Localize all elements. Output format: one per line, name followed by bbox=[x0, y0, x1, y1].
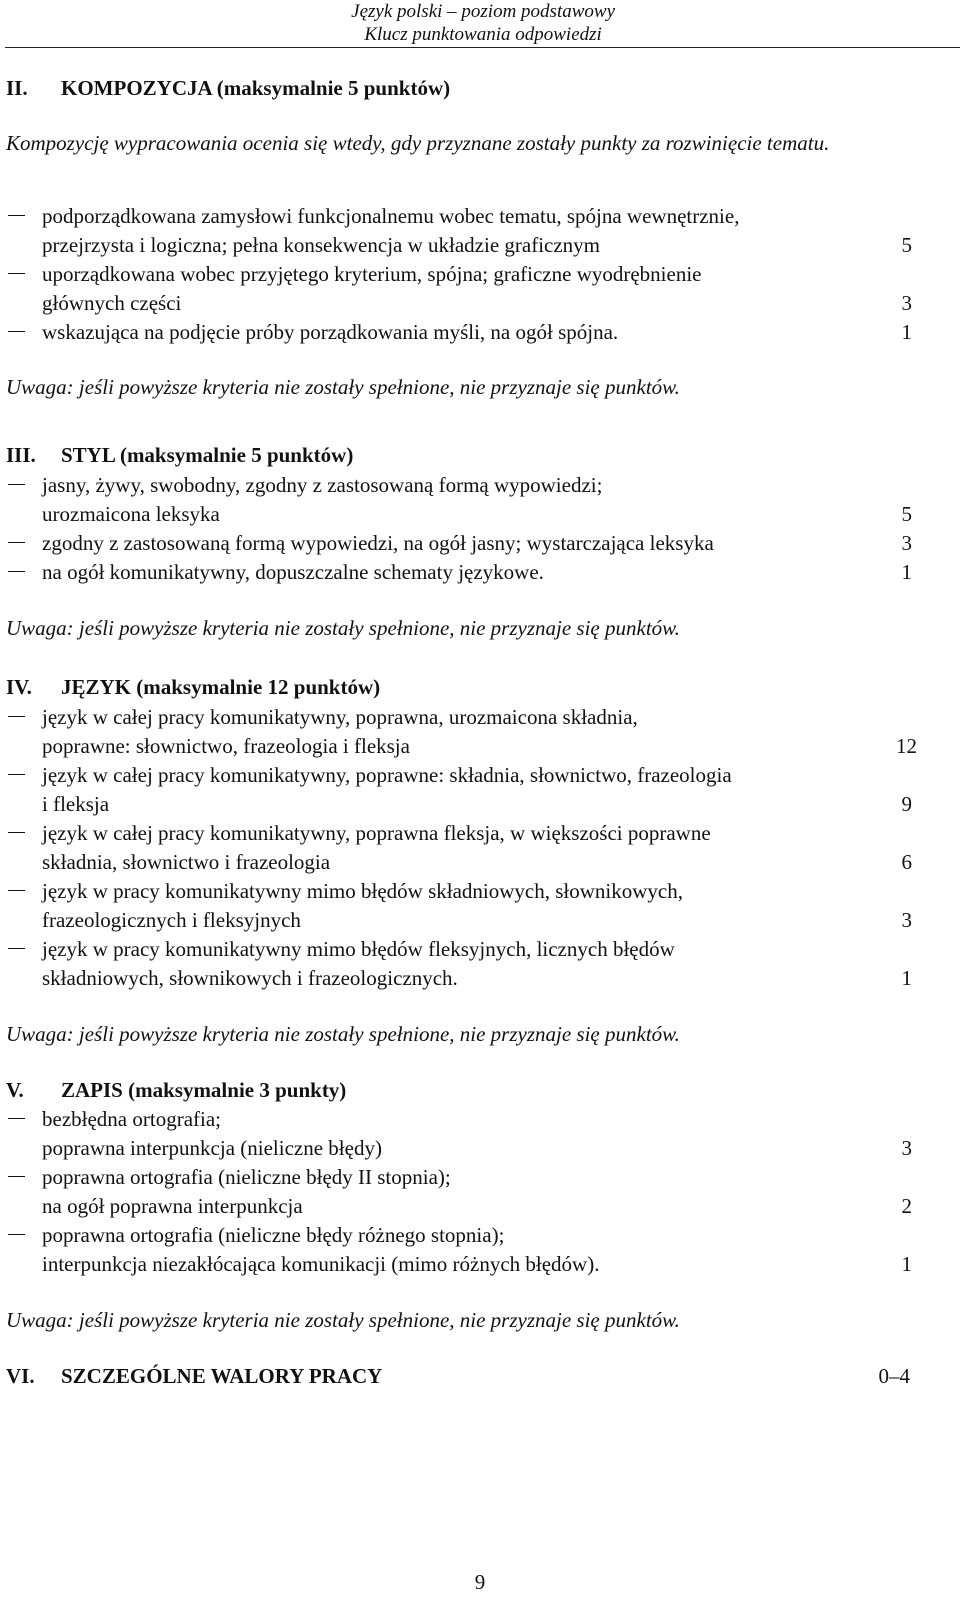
section-title: SZCZEGÓLNE WALORY PRACY bbox=[61, 1364, 383, 1388]
section-note: Uwaga: jeśli powyższe kryteria nie zostały spełnione, nie przyznaje się punktów. bbox=[6, 1022, 680, 1046]
section-heading-styl bbox=[0, 440, 960, 470]
criterion-line bbox=[0, 470, 960, 500]
criterion-line bbox=[0, 905, 960, 935]
criterion-line bbox=[0, 201, 960, 231]
criterion-points: 1 bbox=[901, 560, 912, 584]
criterion-text: zgodny z zastosowaną formą wypowiedzi, na ogół jasny; wystarczająca leksyka bbox=[42, 531, 714, 555]
section-title: STYL (maksymalnie 5 punktów) bbox=[61, 443, 354, 467]
criterion-text: poprawna ortografia (nieliczne błędy różnego stopnia); bbox=[42, 1223, 505, 1247]
criterion-line bbox=[0, 259, 960, 289]
criterion-line bbox=[0, 499, 960, 529]
criterion-line bbox=[0, 818, 960, 848]
criterion-text: poprawna interpunkcja (nieliczne błędy) bbox=[42, 1136, 382, 1160]
criterion-line bbox=[0, 731, 960, 761]
section-title: JĘZYK (maksymalnie 12 punktów) bbox=[61, 675, 381, 699]
criterion-line bbox=[0, 1133, 960, 1163]
criterion-text: język w całej pracy komunikatywny, poprawna, urozmaicona składnia, bbox=[42, 705, 638, 729]
criterion-text: interpunkcja niezakłócająca komunikacji (mimo różnych błędów). bbox=[42, 1252, 600, 1276]
section-number: V. bbox=[6, 1078, 24, 1102]
page-header bbox=[351, 0, 615, 46]
criterion-line bbox=[0, 1249, 960, 1279]
criterion-line bbox=[0, 230, 960, 260]
criterion-text: bezbłędna ortografia; bbox=[42, 1107, 221, 1131]
header-doc-title: Klucz punktowania odpowiedzi bbox=[364, 24, 602, 45]
criterion-text: uporządkowana wobec przyjętego kryterium, spójna; graficzne wyodrębnienie bbox=[42, 262, 702, 286]
criterion-line bbox=[0, 1162, 960, 1192]
criterion-points: 3 bbox=[901, 908, 912, 932]
dash-bullet bbox=[8, 832, 25, 833]
section-number: VI. bbox=[6, 1364, 35, 1388]
section-title: ZAPIS (maksymalnie 3 punkty) bbox=[61, 1078, 347, 1102]
header-subject: Język polski – poziom podstawowy bbox=[351, 1, 615, 22]
criterion-text: jasny, żywy, swobodny, zgodny z zastosowaną formą wypowiedzi; bbox=[42, 473, 603, 497]
criterion-line bbox=[0, 847, 960, 877]
section-heading-kompozycja bbox=[0, 73, 960, 103]
criterion-text: język w całej pracy komunikatywny, poprawne: składnia, słownictwo, frazeologia bbox=[42, 763, 732, 787]
dash-bullet bbox=[8, 890, 25, 891]
criterion-line bbox=[0, 557, 960, 587]
section-title: KOMPOZYCJA (maksymalnie 5 punktów) bbox=[61, 76, 451, 100]
criterion-line bbox=[0, 1104, 960, 1134]
dash-bullet bbox=[8, 273, 25, 274]
criterion-line bbox=[0, 963, 960, 993]
criterion-text: przejrzysta i logiczna; pełna konsekwencja w układzie graficznym bbox=[42, 233, 601, 257]
criterion-line bbox=[0, 1220, 960, 1250]
criterion-points: 3 bbox=[901, 1136, 912, 1160]
dash-bullet bbox=[8, 774, 25, 775]
dash-bullet bbox=[8, 484, 25, 485]
section-note: Uwaga: jeśli powyższe kryteria nie zostały spełnione, nie przyznaje się punktów. bbox=[6, 616, 680, 640]
section-heading-walory bbox=[0, 1361, 960, 1391]
criterion-line bbox=[0, 528, 960, 558]
dash-bullet bbox=[8, 948, 25, 949]
criterion-text: składnia, słownictwo i frazeologia bbox=[42, 850, 331, 874]
dash-bullet bbox=[8, 1176, 25, 1177]
criterion-line bbox=[0, 1191, 960, 1221]
criterion-text: język w pracy komunikatywny mimo błędów fleksyjnych, licznych błędów bbox=[42, 937, 675, 961]
dash-bullet bbox=[8, 215, 25, 216]
page-number: 9 bbox=[474, 1570, 486, 1594]
criterion-text: wskazująca na podjęcie próby porządkowania myśli, na ogół spójna. bbox=[42, 320, 619, 344]
criterion-text: urozmaicona leksyka bbox=[42, 502, 220, 526]
criterion-line bbox=[0, 876, 960, 906]
criterion-points: 12 bbox=[896, 734, 917, 758]
criterion-points: 5 bbox=[901, 502, 912, 526]
dash-bullet bbox=[8, 542, 25, 543]
section-heading-zapis bbox=[0, 1075, 960, 1105]
dash-bullet bbox=[8, 1234, 25, 1235]
criterion-points: 1 bbox=[901, 1252, 912, 1276]
criterion-points: 3 bbox=[901, 291, 912, 315]
criterion-text: składniowych, słownikowych i frazeologicznych. bbox=[42, 966, 458, 990]
criterion-text: poprawne: słownictwo, frazeologia i fleksja bbox=[42, 734, 410, 758]
criterion-line bbox=[0, 789, 960, 819]
section-number: IV. bbox=[6, 675, 32, 699]
section-note: Uwaga: jeśli powyższe kryteria nie zostały spełnione, nie przyznaje się punktów. bbox=[6, 375, 680, 399]
section-number: II. bbox=[6, 76, 28, 100]
section-intro: Kompozycję wypracowania ocenia się wtedy, gdy przyznane zostały punkty za rozwinięcie tematu. bbox=[6, 131, 830, 155]
section-number: III. bbox=[6, 443, 36, 467]
section-points: 0–4 bbox=[878, 1364, 910, 1388]
criterion-line bbox=[0, 934, 960, 964]
criterion-line bbox=[0, 760, 960, 790]
criterion-points: 9 bbox=[901, 792, 912, 816]
criterion-text: na ogół komunikatywny, dopuszczalne schematy językowe. bbox=[42, 560, 544, 584]
section-note: Uwaga: jeśli powyższe kryteria nie zostały spełnione, nie przyznaje się punktów. bbox=[6, 1308, 680, 1332]
criterion-points: 5 bbox=[901, 233, 912, 257]
criterion-text: głównych części bbox=[42, 291, 182, 315]
criterion-text: podporządkowana zamysłowi funkcjonalnemu wobec tematu, spójna wewnętrznie, bbox=[42, 204, 740, 228]
dash-bullet bbox=[8, 716, 25, 717]
header-divider bbox=[5, 47, 960, 48]
criterion-points: 6 bbox=[901, 850, 912, 874]
criterion-points: 1 bbox=[901, 320, 912, 344]
criterion-line bbox=[0, 702, 960, 732]
criterion-text: na ogół poprawna interpunkcja bbox=[42, 1194, 303, 1218]
criterion-points: 3 bbox=[901, 531, 912, 555]
dash-bullet bbox=[8, 571, 25, 572]
section-heading-jezyk bbox=[0, 672, 960, 702]
dash-bullet bbox=[8, 331, 25, 332]
criterion-text: poprawna ortografia (nieliczne błędy II stopnia); bbox=[42, 1165, 451, 1189]
criterion-text: język w pracy komunikatywny mimo błędów składniowych, słownikowych, bbox=[42, 879, 683, 903]
criterion-text: frazeologicznych i fleksyjnych bbox=[42, 908, 301, 932]
criterion-line bbox=[0, 288, 960, 318]
dash-bullet bbox=[8, 1118, 25, 1119]
criterion-text: i fleksja bbox=[42, 792, 110, 816]
criterion-points: 1 bbox=[901, 966, 912, 990]
criterion-points: 2 bbox=[901, 1194, 912, 1218]
criterion-line bbox=[0, 317, 960, 347]
criterion-text: język w całej pracy komunikatywny, poprawna fleksja, w większości poprawne bbox=[42, 821, 711, 845]
